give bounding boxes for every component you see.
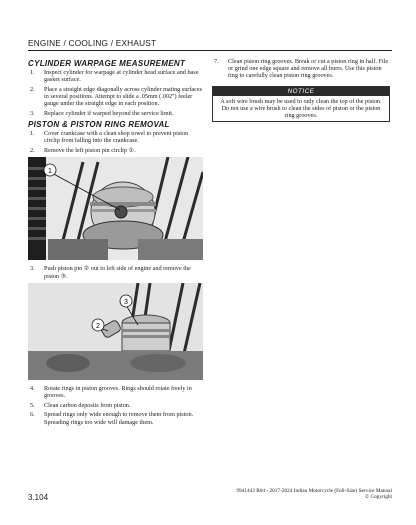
notice-box xyxy=(212,86,390,123)
step-item: 4. Rotate rings in piston grooves. Rings should rotate freely in grooves. xyxy=(30,384,192,399)
step-item: 6. Spread rings only wide enough to remove them from piston. Spreading rings too wide will damage them. xyxy=(30,411,194,426)
footer-doc-title: 9941443 R04 - 2017-2024 Indian Motorcycle (Full-Size) Service Manual xyxy=(236,488,392,494)
notice-label: NOTICE xyxy=(213,87,389,96)
step-item: 1. Inspect cylinder for warpage at cylinder head surface and base gasket surface. xyxy=(30,69,199,84)
piston-pin-photo xyxy=(28,283,203,380)
callout-3: 3 xyxy=(124,298,128,306)
step-item: 5. Clean carbon deposits from piston. xyxy=(30,401,131,409)
page-header: ENGINE / COOLING / EXHAUST xyxy=(28,38,157,48)
step-item: 2. Remove the left piston pin circlip ①. xyxy=(30,147,136,155)
header-rule xyxy=(28,50,392,51)
notice-text: A soft wire brush may be used to only clean the top of the piston. Do not use a wire brush to clean the sides of piston or the piston ring grooves. xyxy=(220,97,382,120)
piston-circlip-photo xyxy=(28,157,203,260)
section-heading-cylinder-warpage: CYLINDER WARPAGE MEASUREMENT xyxy=(28,59,186,68)
page-number: 3.104 xyxy=(28,493,49,502)
step-item: 3. Replace cylinder if warped beyond the service limit. xyxy=(30,110,174,118)
step-item: 3. Push piston pin ② out to left side of engine and remove the piston ③. xyxy=(30,265,191,280)
footer-copyright: © Copyright xyxy=(365,494,392,501)
step-item: 2. Place a straight edge diagonally across cylinder mating surfaces in several positions. Attempt to slide a .05mm (.002") feeler gauge under the straight edge in each position. xyxy=(30,85,203,108)
step-item: 1. Cover crankcase with a clean shop towel to prevent piston circlip from falling into the crankcase. xyxy=(30,130,189,145)
footer-doc-info xyxy=(236,488,392,501)
right-column xyxy=(212,58,390,122)
step-item: 7. Clean piston ring grooves. Break or cut a piston ring in half. File or grind one edge square and remove all burrs. Use this piston ring to carefully clean piston ring grooves. xyxy=(214,58,389,80)
callout-2: 2 xyxy=(96,322,100,330)
callout-1: 1 xyxy=(48,168,52,176)
left-column xyxy=(28,58,203,428)
section-heading-piston-removal: PISTON & PISTON RING REMOVAL xyxy=(28,120,170,130)
